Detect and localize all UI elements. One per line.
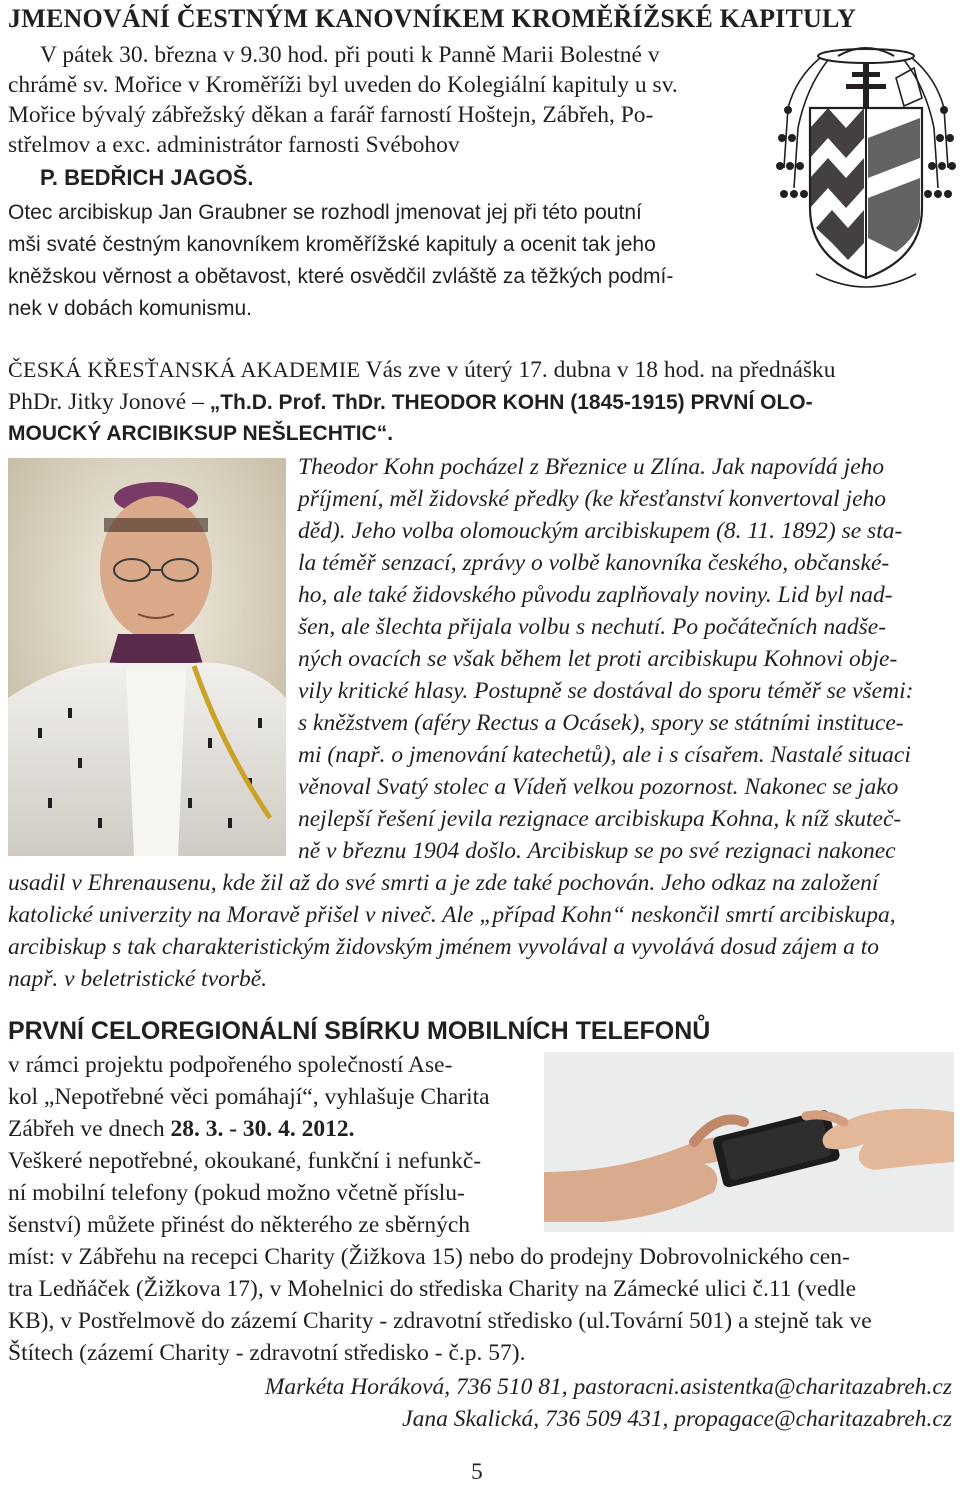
phone-handover-image	[544, 1052, 954, 1232]
kohn-text-line: ho, ale také židovského původu zaplňovaly noviny. Lid byl nad-	[298, 582, 893, 608]
akademie-invite-line	[8, 355, 836, 385]
kohn-text-line: Theodor Kohn pocházel z Březnice u Zlína. Jak napovídá jeho	[298, 454, 885, 480]
coat-of-arms-image	[776, 38, 956, 294]
phones-text-line: kol „Nepotřebné věci pomáhají“, vyhlašuje Charita	[8, 1084, 490, 1110]
kohn-text-line: ných ovacích se však během let proti arcibiskupu Kohnovi obje-	[298, 646, 898, 672]
article-1-line: mši svaté čestným kanovníkem kroměřížské kapituly a ocenit tak jeho	[8, 233, 656, 256]
kohn-text-line: vily kritické hlasy. Postupně se dostával do sporu téměř se všemi:	[298, 678, 914, 704]
phones-text-line: ní mobilní telefony (pokud možno včetně příslu-	[8, 1180, 465, 1206]
phones-text-line: Veškeré nepotřebné, okoukané, funkční i nefunkč-	[8, 1148, 482, 1174]
lecture-title-cont: MOUCKÝ ARCIBIKSUP NEŠLECHTIC“.	[8, 422, 394, 445]
article-1-line: V pátek 30. března v 9.30 hod. při pouti k Panně Marii Bolestné v	[40, 42, 660, 68]
page-number: 5	[471, 1459, 483, 1485]
canon-name: P. BEDŘICH JAGOŠ.	[40, 165, 254, 190]
kohn-text-line: nejlepší řešení jevila rezignace arcibiskupa Kohna, k níž skuteč-	[298, 806, 902, 832]
kohn-text-line: s kněžstvem (aféry Rectus a Ocásek), spory se státními instituce-	[298, 710, 904, 736]
phones-text-line: míst: v Zábřehu na recepci Charity (Žižkova 15) nebo do prodejny Dobrovolnického cen-	[8, 1244, 850, 1270]
kohn-portrait-image	[8, 458, 286, 856]
kohn-text-line: příjmení, měl židovské předky (ke křesťanství konvertoval jeho	[298, 486, 887, 512]
collection-dates: 28. 3. - 30. 4. 2012.	[170, 1116, 355, 1142]
article-1-line: nek v dobách komunismu.	[8, 297, 252, 320]
kohn-text-line: arcibiskup s tak charakteristickým židovským jménem vyvolával a vyvolává dosud zájem a to	[8, 934, 879, 960]
kohn-text-line: usadil v Ehrenausenu, kde žil až do své smrti a je zde také pochován. Jeho odkaz na založení	[8, 870, 879, 896]
article-1-line: Mořice bývalý zábřežský děkan a farář farností Hoštejn, Zábřeh, Po-	[8, 102, 654, 128]
kohn-text-line: děd). Jeho volba olomouckým arcibiskupem (8. 11. 1892) se sta-	[298, 518, 903, 544]
article-heading-canon: JMENOVÁNÍ ČESTNÝM KANOVNÍKEM KROMĚŘÍŽSKÉ KAPITULY	[8, 4, 857, 33]
article-1-line: Otec arcibiskup Jan Graubner se rozhodl jmenovat jej při této poutní	[8, 201, 642, 224]
kohn-text-line: ně v březnu 1904 došlo. Arcibiskup se po své rezignaci nakonec	[298, 838, 896, 864]
phones-text-line: tra Ledňáček (Žižkova 17), v Mohelnici do střediska Charity na Zámecké ulici č.11 (vedle	[8, 1276, 857, 1302]
kohn-text-line: katolické univerzity na Moravě přišel v niveč. Ale „případ Kohn“ neskončil smrtí arcibiskupa,	[8, 902, 896, 928]
phones-text-line: Štítech (zázemí Charity - zdravotní středisko - č.p. 57).	[8, 1340, 526, 1366]
phones-text-line: v rámci projektu podpořeného společností Ase-	[8, 1052, 453, 1078]
kohn-text-line: např. v beletristické tvorbě.	[8, 966, 268, 992]
article-1-line: střelmov a exc. administrátor farnosti Svébohov	[8, 132, 460, 158]
kohn-text-line: šen, ale šlechta přijala volbu s nechutí. Po počátečních nadše-	[298, 614, 887, 640]
akademie-invite-text: Vás zve v úterý 17. dubna v 18 hod. na přednášku	[365, 357, 836, 383]
kohn-text-line: mi (např. o jmenování katechetů), ale i s císařem. Nastalé situaci	[298, 742, 911, 768]
article-1-line: chrámě sv. Mořice v Kroměříži byl uveden do Kolegiální kapituly u sv.	[8, 72, 678, 98]
phones-text-line: KB), v Postřelmově do zázemí Charity - zdravotní středisko (ul.Tovární 501) a stejně tak ve	[8, 1308, 872, 1334]
lecture-title-line	[8, 387, 813, 418]
contact-skalicka: Jana Skalická, 736 509 431, propagace@charitazabreh.cz	[402, 1406, 952, 1432]
kohn-text-line: věnoval Svatý stolec a Vídeň velkou pozornost. Nakonec se jako	[298, 774, 899, 800]
phones-text-line: šenství) můžete přinést do některého ze sběrných	[8, 1212, 471, 1238]
article-1-line: kněžskou věrnost a obětavost, které osvědčil zvláště za těžkých podmí-	[8, 265, 674, 288]
phones-date-line	[8, 1114, 355, 1144]
kohn-text-line: la téměř senzací, zprávy o volbě kanovníka českého, občanské-	[298, 550, 890, 576]
lecture-title: „Th.D. Prof. ThDr. THEODOR KOHN (1845-1915) PRVNÍ OLO-	[209, 391, 813, 414]
lecturer-name: PhDr. Jitky Jonové –	[8, 389, 204, 415]
date-prefix: Zábřeh ve dnech	[8, 1116, 165, 1142]
article-heading-phones: PRVNÍ CELOREGIONÁLNÍ SBÍRKU MOBILNÍCH TELEFONŮ	[8, 1017, 711, 1045]
akademie-name: ČESKÁ KŘESŤANSKÁ AKADEMIE	[8, 357, 361, 382]
contact-horakova: Markéta Horáková, 736 510 81, pastoracni.asistentka@charitazabreh.cz	[264, 1374, 952, 1400]
